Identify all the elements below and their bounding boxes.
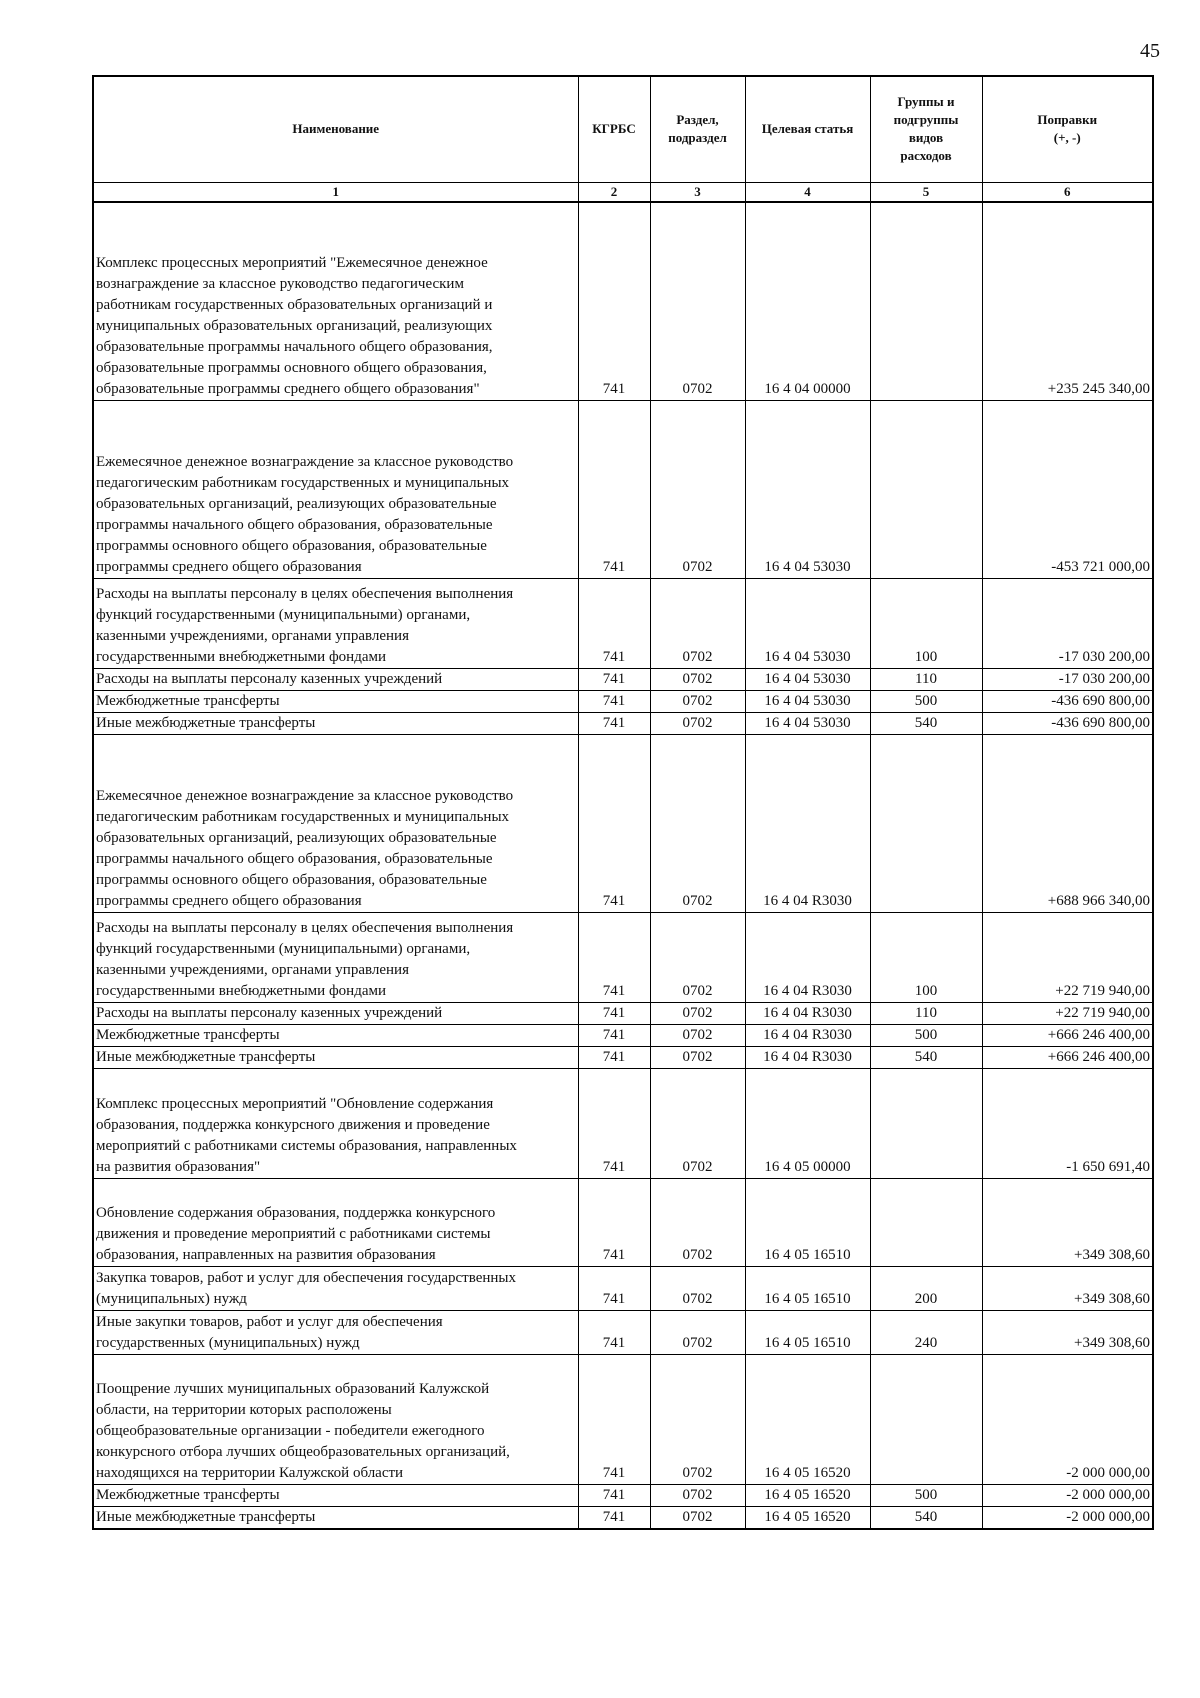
row-section-cell: 0702 <box>650 202 745 401</box>
row-kgrbs-cell: 741 <box>578 1484 650 1506</box>
row-target-cell: 16 4 04 R3030 <box>745 734 870 912</box>
row-amount-cell: -1 650 691,40 <box>982 1068 1153 1178</box>
row-group-cell <box>870 400 982 578</box>
row-group-cell <box>870 1354 982 1484</box>
row-section-cell: 0702 <box>650 1354 745 1484</box>
row-kgrbs-cell: 741 <box>578 668 650 690</box>
row-name-cell: Расходы на выплаты персоналу казенных учреждений <box>93 668 578 690</box>
row-kgrbs-cell: 741 <box>578 1506 650 1529</box>
row-group-cell <box>870 202 982 401</box>
row-section-cell: 0702 <box>650 690 745 712</box>
row-section-cell: 0702 <box>650 1178 745 1266</box>
row-target-cell: 16 4 05 16520 <box>745 1506 870 1529</box>
row-section-cell: 0702 <box>650 1068 745 1178</box>
header-kgrbs: КГРБС <box>578 76 650 182</box>
row-amount-cell: +688 966 340,00 <box>982 734 1153 912</box>
row-name-cell: Иные межбюджетные трансферты <box>93 712 578 734</box>
row-kgrbs-cell: 741 <box>578 690 650 712</box>
row-group-cell <box>870 1068 982 1178</box>
row-target-cell: 16 4 05 16520 <box>745 1484 870 1506</box>
row-name-cell: Иные межбюджетные трансферты <box>93 1046 578 1068</box>
row-group-cell: 200 <box>870 1266 982 1310</box>
row-amount-cell: -2 000 000,00 <box>982 1506 1153 1529</box>
row-group-cell: 540 <box>870 1506 982 1529</box>
row-kgrbs-cell: 741 <box>578 1024 650 1046</box>
row-amount-cell: -436 690 800,00 <box>982 690 1153 712</box>
row-section-cell: 0702 <box>650 912 745 1002</box>
row-section-cell: 0702 <box>650 400 745 578</box>
row-kgrbs-cell: 741 <box>578 1046 650 1068</box>
row-name-cell: Иные закупки товаров, работ и услуг для обеспечения государственных (муниципальных) нужд <box>93 1310 578 1354</box>
row-target-cell: 16 4 05 16510 <box>745 1178 870 1266</box>
row-kgrbs-cell: 741 <box>578 712 650 734</box>
row-target-cell: 16 4 04 53030 <box>745 690 870 712</box>
row-name-cell: Комплекс процессных мероприятий "Обновление содержания образования, поддержка конкурсного движения и проведение мероприятий с работниками системы образования, направленных на развития образования" <box>93 1068 578 1178</box>
row-target-cell: 16 4 05 00000 <box>745 1068 870 1178</box>
row-group-cell: 100 <box>870 912 982 1002</box>
row-amount-cell: -453 721 000,00 <box>982 400 1153 578</box>
row-target-cell: 16 4 05 16520 <box>745 1354 870 1484</box>
table-row <box>93 1024 1153 1046</box>
table-row <box>93 712 1153 734</box>
row-name-cell: Поощрение лучших муниципальных образований Калужской области, на территории которых расположены общеобразовательные организации - победители ежегодного конкурсного отбора лучших общеобразовательных организаций, находящихся на территории Калужской области <box>93 1354 578 1484</box>
row-section-cell: 0702 <box>650 578 745 668</box>
row-target-cell: 16 4 04 53030 <box>745 668 870 690</box>
row-amount-cell: +349 308,60 <box>982 1266 1153 1310</box>
row-name-cell: Ежемесячное денежное вознаграждение за классное руководство педагогическим работникам государственных и муниципальных образовательных организаций, реализующих образовательные программы начального общего образования, образовательные программы основного общего образования, образовательные программы среднего общего образования <box>93 734 578 912</box>
table-row <box>93 1178 1153 1266</box>
row-section-cell: 0702 <box>650 1506 745 1529</box>
table-row <box>93 912 1153 1002</box>
header-group: Группы и подгруппы видов расходов <box>870 76 982 182</box>
row-kgrbs-cell: 741 <box>578 1354 650 1484</box>
row-amount-cell: -2 000 000,00 <box>982 1484 1153 1506</box>
row-amount-cell: -17 030 200,00 <box>982 578 1153 668</box>
row-amount-cell: +22 719 940,00 <box>982 912 1153 1002</box>
row-amount-cell: +22 719 940,00 <box>982 1002 1153 1024</box>
column-number: 2 <box>578 182 650 202</box>
row-target-cell: 16 4 04 53030 <box>745 712 870 734</box>
row-section-cell: 0702 <box>650 1310 745 1354</box>
row-group-cell: 110 <box>870 668 982 690</box>
row-name-cell: Расходы на выплаты персоналу казенных учреждений <box>93 1002 578 1024</box>
row-group-cell <box>870 1178 982 1266</box>
row-group-cell: 100 <box>870 578 982 668</box>
row-target-cell: 16 4 04 53030 <box>745 578 870 668</box>
row-target-cell: 16 4 05 16510 <box>745 1310 870 1354</box>
row-target-cell: 16 4 04 R3030 <box>745 912 870 1002</box>
column-number: 6 <box>982 182 1153 202</box>
row-target-cell: 16 4 04 53030 <box>745 400 870 578</box>
table-row <box>93 1354 1153 1484</box>
row-section-cell: 0702 <box>650 712 745 734</box>
row-name-cell: Межбюджетные трансферты <box>93 1024 578 1046</box>
table-row <box>93 578 1153 668</box>
row-target-cell: 16 4 04 R3030 <box>745 1046 870 1068</box>
table-row <box>93 1068 1153 1178</box>
row-kgrbs-cell: 741 <box>578 202 650 401</box>
row-name-cell: Иные межбюджетные трансферты <box>93 1506 578 1529</box>
row-amount-cell: +666 246 400,00 <box>982 1046 1153 1068</box>
row-group-cell: 540 <box>870 1046 982 1068</box>
row-section-cell: 0702 <box>650 1266 745 1310</box>
header-amount: Поправки (+, -) <box>982 76 1153 182</box>
row-amount-cell: -17 030 200,00 <box>982 668 1153 690</box>
row-group-cell <box>870 734 982 912</box>
row-group-cell: 540 <box>870 712 982 734</box>
row-target-cell: 16 4 04 00000 <box>745 202 870 401</box>
header-section: Раздел, подраздел <box>650 76 745 182</box>
row-target-cell: 16 4 04 R3030 <box>745 1024 870 1046</box>
table-row <box>93 734 1153 912</box>
row-name-cell: Расходы на выплаты персоналу в целях обеспечения выполнения функций государственными (муниципальными) органами, казенными учреждениями, органами управления государственными внебюджетными фондами <box>93 578 578 668</box>
row-section-cell: 0702 <box>650 1024 745 1046</box>
row-target-cell: 16 4 04 R3030 <box>745 1002 870 1024</box>
column-number: 4 <box>745 182 870 202</box>
table-row <box>93 1506 1153 1529</box>
row-amount-cell: +235 245 340,00 <box>982 202 1153 401</box>
row-target-cell: 16 4 05 16510 <box>745 1266 870 1310</box>
table-row <box>93 202 1153 401</box>
row-kgrbs-cell: 741 <box>578 1266 650 1310</box>
row-name-cell: Комплекс процессных мероприятий "Ежемесячное денежное вознаграждение за классное руководство педагогическим работникам государственных образовательных организаций и муниципальных образовательных организаций, реализующих образовательные программы начального общего образования, образовательные программы основного общего образования, образовательные программы среднего общего образования" <box>93 202 578 401</box>
header-target: Целевая статья <box>745 76 870 182</box>
row-amount-cell: -2 000 000,00 <box>982 1354 1153 1484</box>
row-name-cell: Обновление содержания образования, поддержка конкурсного движения и проведение мероприятий с работниками системы образования, направленных на развития образования <box>93 1178 578 1266</box>
row-kgrbs-cell: 741 <box>578 1178 650 1266</box>
table-row <box>93 1484 1153 1506</box>
row-kgrbs-cell: 741 <box>578 1002 650 1024</box>
row-section-cell: 0702 <box>650 1046 745 1068</box>
row-group-cell: 500 <box>870 1024 982 1046</box>
column-number: 3 <box>650 182 745 202</box>
row-amount-cell: +666 246 400,00 <box>982 1024 1153 1046</box>
row-section-cell: 0702 <box>650 734 745 912</box>
row-amount-cell: -436 690 800,00 <box>982 712 1153 734</box>
row-group-cell: 500 <box>870 690 982 712</box>
row-section-cell: 0702 <box>650 668 745 690</box>
row-name-cell: Ежемесячное денежное вознаграждение за классное руководство педагогическим работникам государственных и муниципальных образовательных организаций, реализующих образовательные программы начального общего образования, образовательные программы основного общего образования, образовательные программы среднего общего образования <box>93 400 578 578</box>
row-kgrbs-cell: 741 <box>578 1310 650 1354</box>
row-kgrbs-cell: 741 <box>578 912 650 1002</box>
table-row <box>93 690 1153 712</box>
row-amount-cell: +349 308,60 <box>982 1310 1153 1354</box>
column-number: 5 <box>870 182 982 202</box>
table-row <box>93 1046 1153 1068</box>
page-number: 45 <box>1140 40 1160 62</box>
header-name: Наименование <box>93 76 578 182</box>
row-name-cell: Межбюджетные трансферты <box>93 1484 578 1506</box>
row-kgrbs-cell: 741 <box>578 734 650 912</box>
table-body <box>93 202 1153 1529</box>
row-group-cell: 240 <box>870 1310 982 1354</box>
table-row <box>93 400 1153 578</box>
row-kgrbs-cell: 741 <box>578 400 650 578</box>
budget-table <box>92 75 1154 1530</box>
column-number: 1 <box>93 182 578 202</box>
row-name-cell: Закупка товаров, работ и услуг для обеспечения государственных (муниципальных) нужд <box>93 1266 578 1310</box>
table-row <box>93 668 1153 690</box>
row-section-cell: 0702 <box>650 1002 745 1024</box>
row-kgrbs-cell: 741 <box>578 1068 650 1178</box>
table-row <box>93 1266 1153 1310</box>
row-section-cell: 0702 <box>650 1484 745 1506</box>
row-group-cell: 500 <box>870 1484 982 1506</box>
row-name-cell: Межбюджетные трансферты <box>93 690 578 712</box>
table-row <box>93 1002 1153 1024</box>
row-group-cell: 110 <box>870 1002 982 1024</box>
row-kgrbs-cell: 741 <box>578 578 650 668</box>
table-row <box>93 1310 1153 1354</box>
row-amount-cell: +349 308,60 <box>982 1178 1153 1266</box>
row-name-cell: Расходы на выплаты персоналу в целях обеспечения выполнения функций государственными (муниципальными) органами, казенными учреждениями, органами управления государственными внебюджетными фондами <box>93 912 578 1002</box>
